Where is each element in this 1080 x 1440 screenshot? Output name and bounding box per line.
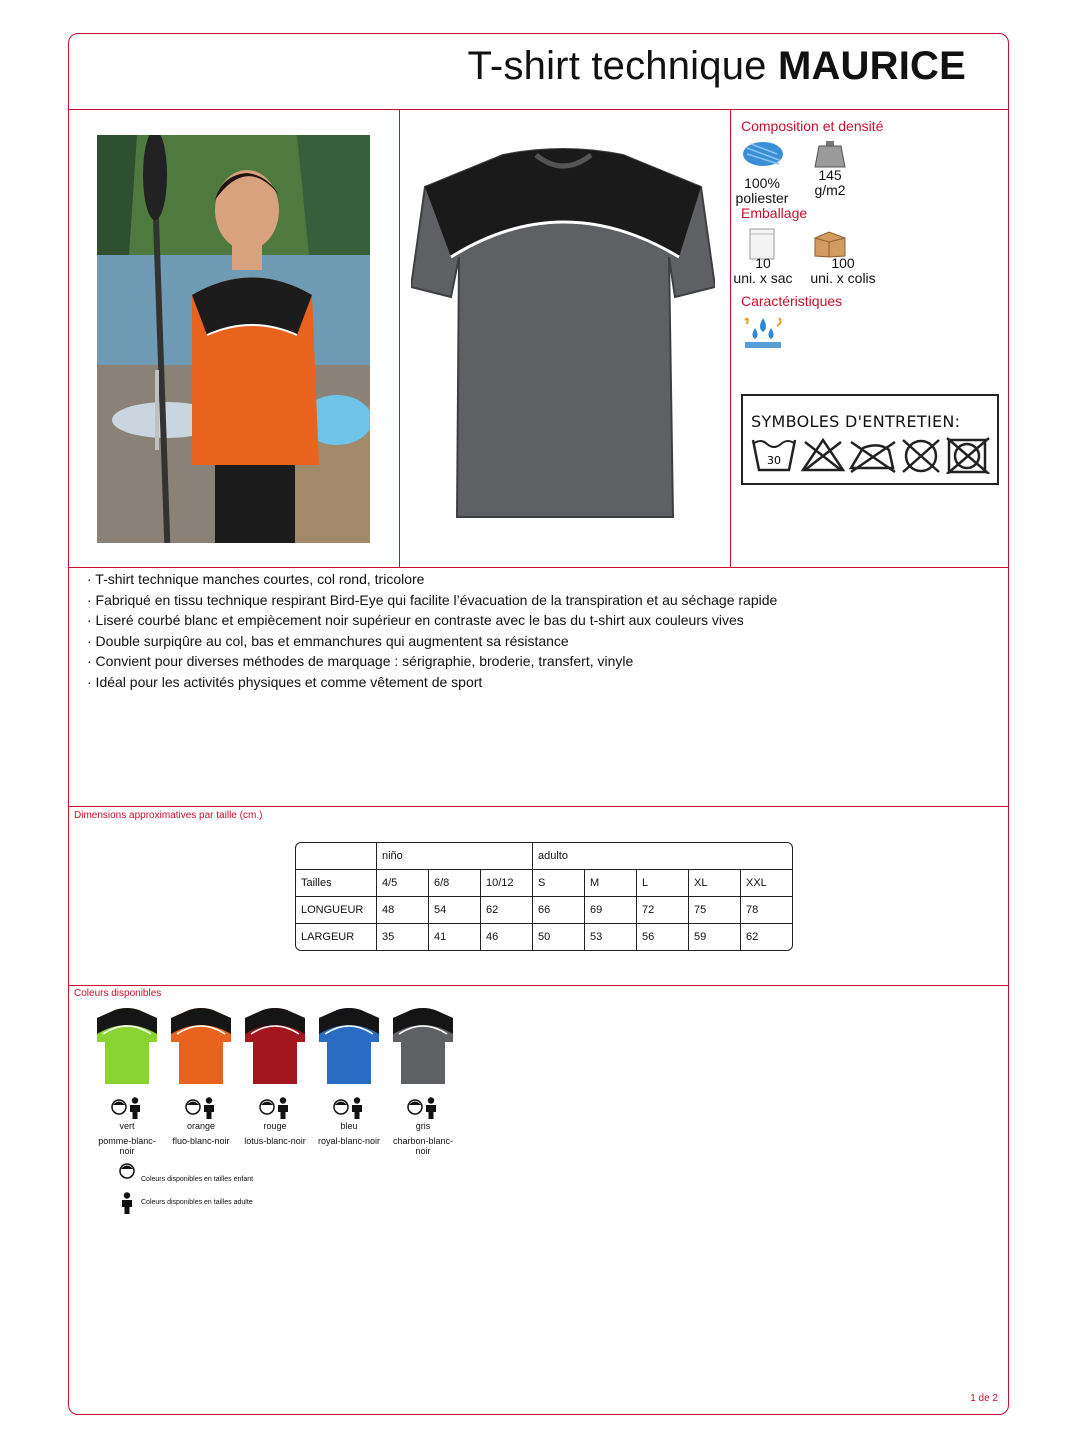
feature-item: · Liseré courbé blanc et empiècement noir supérieur en contraste avec le bas du t-shirt aux couleurs vives (87, 612, 744, 628)
table-cell: 75 (689, 897, 741, 924)
divider-images (69, 567, 1008, 568)
table-cell: 48 (377, 897, 429, 924)
svg-text:30: 30 (767, 454, 781, 467)
divider-description (69, 806, 1008, 807)
care-symbols-row (751, 436, 993, 474)
table-cell: 54 (429, 897, 481, 924)
iron-low-icon (851, 442, 895, 472)
model-photo (97, 135, 370, 543)
table-cell: 59 (689, 924, 741, 950)
page-number: 1 de 2 (970, 1393, 998, 1404)
table-row (296, 870, 792, 897)
swatch-shirt (169, 1006, 233, 1086)
adult-icon (121, 1192, 133, 1214)
feature-item: · Idéal pour les activités physiques et comme vêtement de sport (87, 673, 483, 690)
care-symbols-box (741, 394, 999, 485)
color-name: vert (119, 1121, 135, 1131)
table-cell: 35 (377, 924, 429, 950)
color-swatch (387, 1006, 459, 1156)
box-icon (813, 230, 847, 258)
table-cell: S (533, 870, 585, 897)
group-child-header: niño (377, 843, 533, 870)
composition-label: Composition et densité (741, 118, 884, 134)
composition-value: 100% poliester (735, 175, 789, 206)
color-subname: charbon-blanc-noir (392, 1136, 454, 1156)
swatch-shirt (243, 1006, 307, 1086)
legend-adult-text: Coleurs disponibles en tailles adulte (141, 1199, 253, 1206)
table-cell: L (637, 870, 689, 897)
product-shirt-image (411, 147, 715, 527)
swatch-shirt (317, 1006, 381, 1086)
density-value: 145 g/m2 (814, 167, 846, 198)
table-cell: 78 (741, 897, 792, 924)
color-swatch (313, 1006, 385, 1146)
size-availability-icons (258, 1097, 292, 1119)
color-swatch (91, 1006, 163, 1156)
color-subname: lotus-blanc-noir (244, 1136, 306, 1146)
table-cell: 53 (585, 924, 637, 950)
size-availability-icons (184, 1097, 218, 1119)
size-table (295, 842, 793, 951)
table-row (296, 897, 792, 924)
weight-icon (813, 140, 847, 168)
packaging-label: Emballage (741, 205, 808, 221)
row-header: LARGEUR (296, 924, 377, 950)
thread-spool-icon (741, 140, 785, 168)
table-cell: 66 (533, 897, 585, 924)
color-subname: royal-blanc-noir (317, 1136, 381, 1146)
table-cell: 72 (637, 897, 689, 924)
no-dry-clean-icon (903, 440, 939, 472)
divider-col-1 (399, 109, 400, 567)
wash-30-icon (753, 440, 795, 470)
feature-item: · Fabriqué en tissu technique respirant Bird-Eye qui facilite l’évacuation de la transpiration et au séchage rapide (87, 591, 778, 608)
table-cell: 69 (585, 897, 637, 924)
title-prefix: T-shirt technique (467, 44, 767, 88)
colors-label: Coleurs disponibles (74, 988, 162, 999)
child-icon (119, 1162, 135, 1180)
dimensions-label: Dimensions approximatives par taille (cm.) (74, 810, 263, 821)
row-header: Tailles (296, 870, 377, 897)
table-cell: 50 (533, 924, 585, 950)
color-name: bleu (340, 1121, 358, 1131)
color-swatch (239, 1006, 311, 1146)
table-row (296, 924, 792, 950)
title-product-name: MAURICE (777, 44, 966, 88)
feature-item: · Convient pour diverses méthodes de marquage : sérigraphie, broderie, transfert, vinyle (87, 653, 634, 669)
divider-dimensions (69, 985, 1008, 986)
table-cell: 41 (429, 924, 481, 950)
table-cell: 4/5 (377, 870, 429, 897)
group-adult-header: adulto (533, 843, 792, 870)
table-cell: 62 (481, 897, 533, 924)
features-label: Caractéristiques (741, 293, 843, 309)
legend-child-text: Coleurs disponibles en tailles enfant (141, 1176, 254, 1183)
table-cell: 46 (481, 924, 533, 950)
size-availability-icons (406, 1097, 440, 1119)
table-row (296, 843, 792, 870)
datasheet-frame (68, 33, 1009, 1415)
color-subname: pomme-blanc-noir (98, 1136, 156, 1156)
feature-item: · Double surpiqûre au col, bas et emmanchures qui augmentent sa résistance (87, 632, 569, 649)
table-cell: 62 (746, 931, 759, 943)
color-swatch (165, 1006, 237, 1146)
table-cell: XXL (741, 870, 792, 897)
feature-list (87, 569, 777, 692)
table-cell: 10/12 (481, 870, 533, 897)
divider-header (69, 109, 1008, 110)
row-header: LONGUEUR (296, 897, 377, 924)
size-availability-icons (110, 1097, 144, 1119)
table-cell: 6/8 (429, 870, 481, 897)
moisture-wicking-icon (741, 314, 785, 352)
swatch-shirt (95, 1006, 159, 1086)
feature-item: · T-shirt technique manches courtes, col rond, tricolore (87, 571, 425, 587)
color-subname: fluo-blanc-noir (172, 1136, 230, 1146)
color-name: rouge (263, 1121, 287, 1131)
bag-quantity: 10 uni. x sac (733, 255, 793, 286)
size-availability-icons (332, 1097, 366, 1119)
color-name: gris (415, 1121, 431, 1131)
page-title (468, 44, 967, 89)
table-cell: 56 (637, 924, 689, 950)
swatch-shirt (391, 1006, 455, 1086)
no-bleach-icon (803, 440, 843, 470)
care-title: SYMBOLES D'ENTRETIEN: (751, 412, 961, 431)
box-quantity: 100 uni. x colis (810, 255, 876, 286)
table-cell: M (585, 870, 637, 897)
color-name: orange (186, 1121, 216, 1131)
table-cell: XL (689, 870, 741, 897)
no-tumble-dry-icon (947, 438, 989, 474)
